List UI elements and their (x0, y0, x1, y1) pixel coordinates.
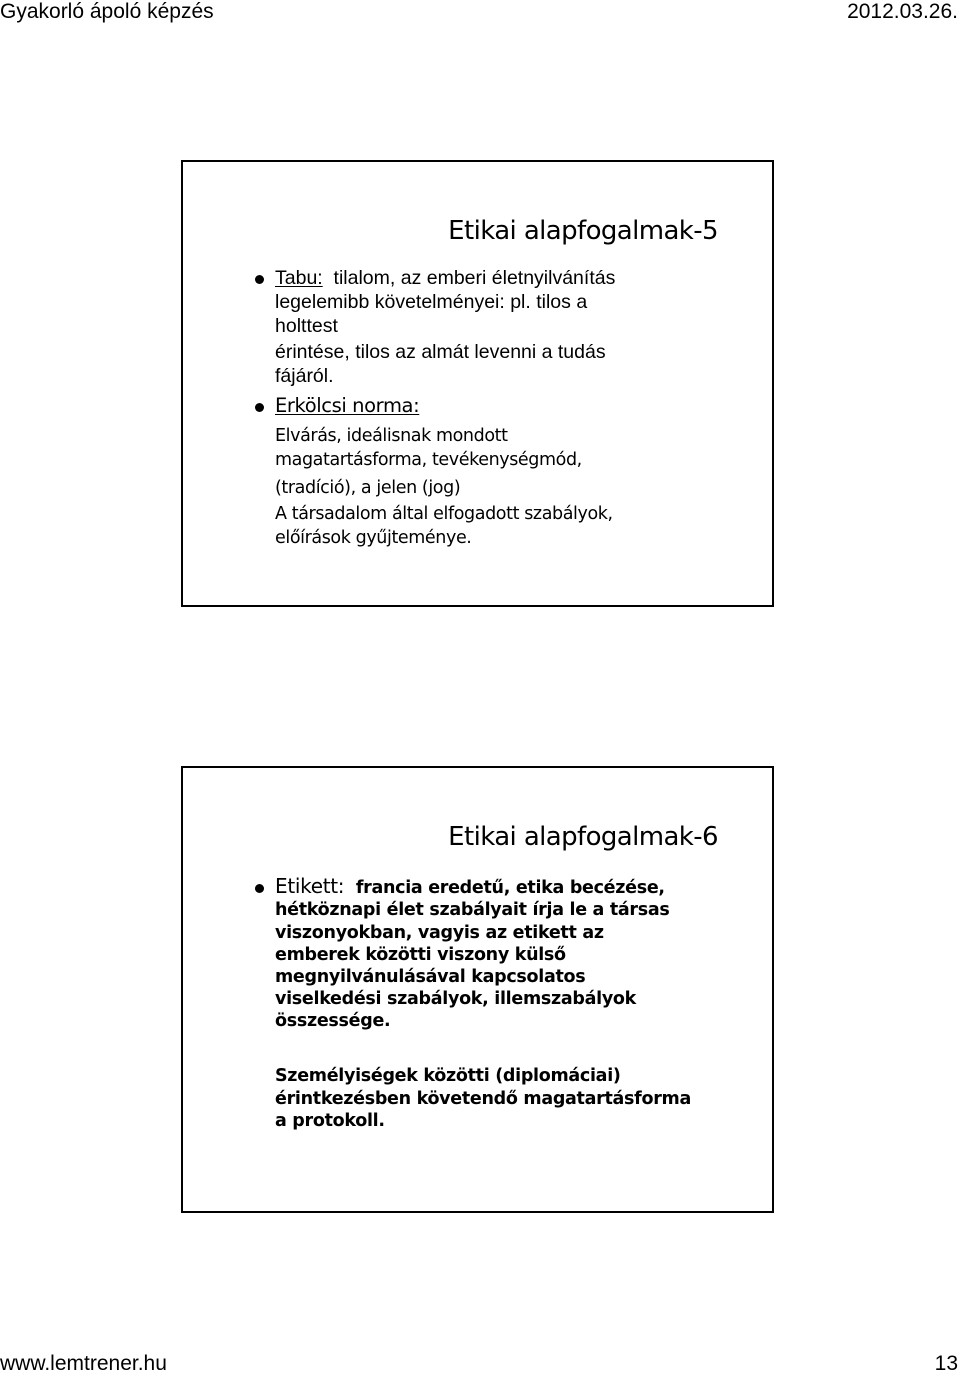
slide-title: Etikai alapfogalmak-6 (448, 822, 718, 852)
bullet-icon (255, 403, 264, 412)
erkolcs-heading (275, 394, 419, 419)
tabu-term: Tabu: (275, 267, 323, 289)
etikett-line: összessége. (275, 1011, 391, 1031)
etikett-first-line (275, 875, 665, 899)
protokoll-line: a protokoll. (275, 1111, 385, 1131)
erkolcs-line: Elvárás, ideálisnak mondott (275, 426, 508, 446)
erkolcs-term: Erkölcsi norma: (275, 394, 420, 417)
tabu-line: holttest (275, 315, 338, 337)
etikett-line: hétköznapi élet szabályait írja le a társas (275, 900, 670, 920)
protokoll-line: Személyiségek közötti (diplomáciai) (275, 1066, 621, 1086)
tabu-first-line (275, 266, 615, 290)
bullet-icon (255, 884, 264, 893)
slide-etikai-alapfogalmak-5 (181, 160, 774, 607)
header-date: 2012.03.26. (847, 0, 958, 23)
page-number: 13 (934, 1352, 958, 1375)
tabu-definition-start: tilalom, az emberi életnyilvánítás (333, 267, 616, 289)
etikett-line: emberek közötti viszony külső (275, 945, 566, 965)
erkolcs-line: (tradíció), a jelen (jog) (275, 478, 461, 498)
etikett-term: Etikett: (275, 874, 345, 898)
protokoll-line: érintkezésben követendő magatartásforma (275, 1089, 691, 1109)
etikett-line: viselkedési szabályok, illemszabályok (275, 989, 636, 1009)
slide-title: Etikai alapfogalmak-5 (448, 216, 718, 246)
bullet-icon (255, 275, 264, 284)
erkolcs-line: A társadalom által elfogadott szabályok, (275, 504, 613, 524)
tabu-line: fájáról. (275, 365, 334, 387)
erkolcs-line: magatartásforma, tevékenységmód, (275, 450, 582, 470)
erkolcs-line: előírások gyűjteménye. (275, 528, 472, 548)
slide-etikai-alapfogalmak-6 (181, 766, 774, 1213)
etikett-line: viszonyokban, vagyis az etikett az (275, 923, 604, 943)
tabu-line: legelemibb követelményei: pl. tilos a (275, 291, 588, 313)
tabu-line: érintése, tilos az almát levenni a tudás (275, 341, 606, 363)
etikett-definition-start: francia eredetű, etika becézése, (355, 878, 665, 898)
footer-website: www.lemtrener.hu (0, 1352, 167, 1375)
header-title: Gyakorló ápoló képzés (0, 0, 214, 23)
etikett-line: megnyilvánulásával kapcsolatos (275, 967, 586, 987)
